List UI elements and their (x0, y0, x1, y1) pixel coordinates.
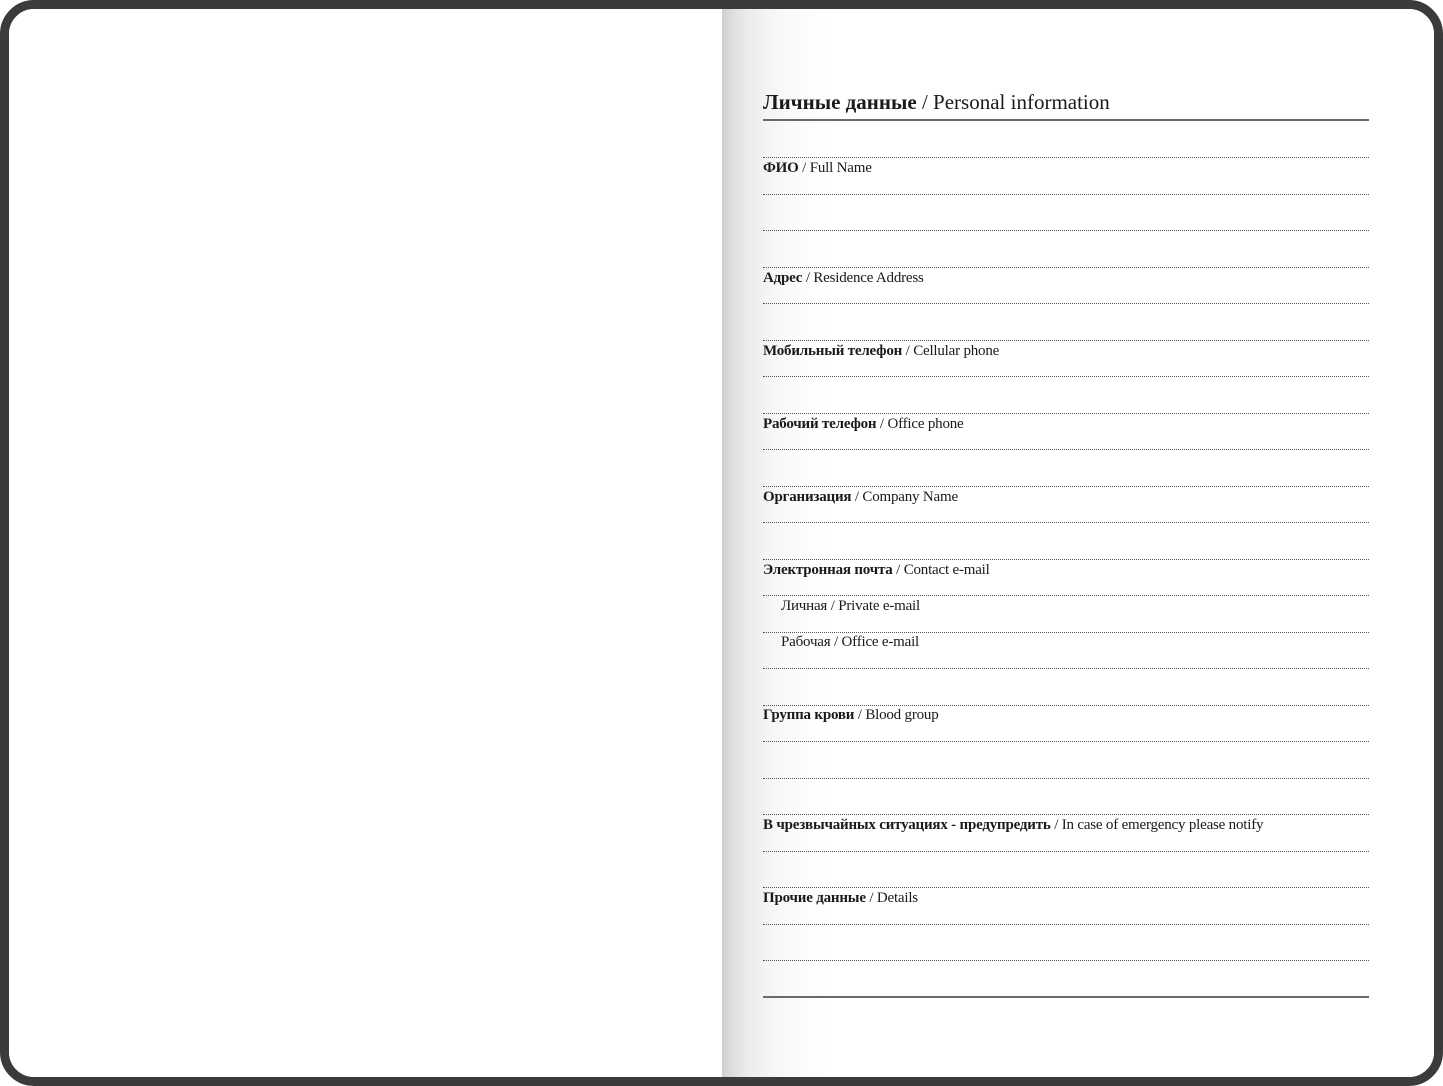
writing-line[interactable] (763, 924, 1369, 925)
field-label-emergency-contact: В чрезвычайных ситуациях - предупредить / In case of emergency please notify (763, 817, 1264, 833)
writing-line[interactable] (763, 376, 1369, 377)
writing-line[interactable] (763, 814, 1369, 815)
writing-line[interactable] (763, 230, 1369, 231)
field-label-company-name: Организация / Company Name (763, 489, 958, 505)
writing-line[interactable] (763, 741, 1369, 742)
writing-line[interactable] (763, 668, 1369, 669)
left-page-blank (9, 9, 722, 1077)
writing-line[interactable] (763, 595, 1369, 596)
field-label-office-email: Рабочая / Office e-mail (781, 634, 920, 650)
field-label-blood-group: Группа крови / Blood group (763, 707, 939, 723)
field-label-cellular-phone: Мобильный телефон / Cellular phone (763, 343, 1000, 359)
writing-line[interactable] (763, 522, 1369, 523)
page-title-ru: Личные данные (763, 90, 917, 114)
bottom-rule (763, 996, 1369, 998)
page-title-en: Personal information (933, 90, 1110, 114)
writing-line[interactable] (763, 303, 1369, 304)
writing-line[interactable] (763, 705, 1369, 706)
field-label-office-phone: Рабочий телефон / Office phone (763, 416, 964, 432)
writing-line[interactable] (763, 960, 1369, 961)
writing-line[interactable] (763, 413, 1369, 414)
page-title (763, 84, 1369, 120)
writing-line[interactable] (763, 157, 1369, 158)
writing-line[interactable] (763, 559, 1369, 560)
writing-line[interactable] (763, 851, 1369, 852)
writing-line[interactable] (763, 449, 1369, 450)
field-label-contact-email: Электронная почта / Contact e-mail (763, 562, 990, 578)
writing-line[interactable] (763, 194, 1369, 195)
writing-line[interactable] (763, 340, 1369, 341)
writing-line[interactable] (763, 267, 1369, 268)
field-label-full-name: ФИО / Full Name (763, 160, 872, 176)
page-title-separator: / (916, 90, 934, 114)
title-underline (763, 119, 1369, 121)
writing-line[interactable] (763, 778, 1369, 779)
field-label-residence-address: Адрес / Residence Address (763, 270, 924, 286)
field-label-details: Прочие данные / Details (763, 890, 918, 906)
field-label-private-email: Личная / Private e-mail (781, 598, 920, 614)
writing-line[interactable] (763, 632, 1369, 633)
writing-line[interactable] (763, 887, 1369, 888)
writing-line[interactable] (763, 486, 1369, 487)
